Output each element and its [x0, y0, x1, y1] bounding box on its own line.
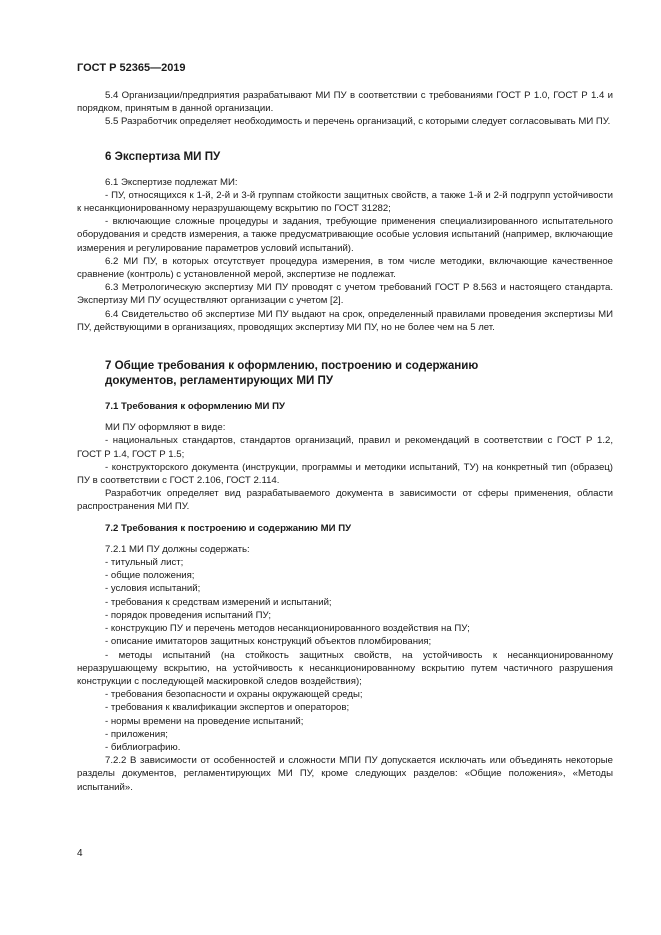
paragraph-6-1-item-b: - включающие сложные процедуры и задания, требующие применения специализированного испытательного оборудования и средств измерения, а также предусматривающие особые условия испытаний (например, включающие измерения и регулирование параметров условий испытаний).: [77, 216, 613, 254]
list-item: - титульный лист;: [105, 557, 184, 569]
section-6-heading: 6 Экспертиза МИ ПУ: [105, 149, 221, 163]
paragraph-7-1-intro: МИ ПУ оформляют в виде:: [105, 422, 226, 434]
paragraph-7-2-2: 7.2.2 В зависимости от особенностей и сложности МПИ ПУ допускается исключать или объединять некоторые разделы документов, регламентирующих МИ ПУ, кроме следующих разделов: «Общие положения», «Методы испытаний».: [77, 755, 613, 793]
paragraph-7-1-item-a: - национальных стандартов, стандартов организаций, правил и рекомендаций в соответствии с ГОСТ Р 1.2, ГОСТ Р 1.4, ГОСТ Р 1.5;: [77, 435, 613, 460]
section-7-heading: [77, 358, 613, 388]
list-item: - требования к квалификации экспертов и операторов;: [105, 702, 350, 714]
contents-list: [77, 556, 613, 754]
list-item: - порядок проведения испытаний ПУ;: [105, 609, 272, 621]
section-7-heading-line-1: 7 Общие требования к оформлению, построению и содержанию: [105, 359, 479, 373]
page-number: 4: [77, 848, 83, 859]
paragraph-6-1: 6.1 Экспертизе подлежат МИ:: [105, 176, 238, 188]
document-code: ГОСТ Р 52365—2019: [77, 62, 186, 74]
list-item: - условия испытаний;: [105, 583, 201, 595]
subsection-7-1-heading: 7.1 Требования к оформлению МИ ПУ: [105, 401, 285, 413]
document-body: [77, 89, 613, 794]
paragraph-7-1-item-b: - конструкторского документа (инструкции, программы и методики испытаний, ТУ) на конкретный тип (образец) ПУ в соответствии с ГОСТ 2.106, ГОСТ 2.114.: [77, 461, 613, 487]
list-item: - нормы времени на проведение испытаний;: [105, 715, 304, 727]
subsection-7-2-heading: 7.2 Требования к построению и содержанию МИ ПУ: [105, 522, 352, 534]
paragraph-7-2-1: 7.2.1 МИ ПУ должны содержать:: [105, 543, 250, 555]
paragraph-6-4: 6.4 Свидетельство об экспертизе МИ ПУ выдают на срок, определенный правилами проведения экспертизы МИ ПУ, действующими в организациях, проводящих экспертизу МИ ПУ, но не более чем на 5 лет.: [77, 308, 613, 333]
paragraph-6-1-item-a: - ПУ, относящихся к 1-й, 2-й и 3-й группам стойкости защитных свойств, а также 1-й и 2-й подгрупп устойчивости к несанкционированному неразрушающему вскрытию по ГОСТ 31282;: [77, 189, 613, 215]
list-item: - библиографию.: [105, 741, 181, 753]
paragraph-6-2: 6.2 МИ ПУ, в которых отсутствует процедура измерения, в том числе методики, включающие качественное сравнение (контроль) с установленной мерой, экспертизе не подлежат.: [77, 255, 613, 281]
list-item: - методы испытаний (на стойкость защитных свойств, на устойчивость к несанкционированному неразрушающему вскрытию, на устойчивость к несанкционированному вскрытию путем частичного разрушения конструкции с последующей маскировкой следов воздействия);: [77, 649, 613, 687]
list-item: - требования к средствам измерений и испытаний;: [105, 596, 332, 608]
list-item: - описание имитаторов защитных конструкций объектов пломбирования;: [105, 636, 432, 648]
paragraph-7-1-developer: Разработчик определяет вид разрабатываемого документа в зависимости от сферы применения, области распространения МИ ПУ.: [77, 488, 613, 513]
paragraph-6-3: 6.3 Метрологическую экспертизу МИ ПУ проводят с учетом требований ГОСТ Р 8.563 и настоящего стандарта. Экспертизу МИ ПУ осуществляют организации с учетом [2].: [77, 282, 613, 307]
list-item: - общие положения;: [105, 570, 195, 582]
list-item: - требования безопасности и охраны окружающей среды;: [105, 689, 363, 701]
paragraph-5-4: 5.4 Организации/предприятия разрабатывают МИ ПУ в соответствии с требованиями ГОСТ Р 1.0, ГОСТ Р 1.4 и порядком, принятым в данной организации.: [77, 90, 613, 115]
list-item: - приложения;: [105, 728, 168, 740]
section-7-heading-line-2: документов, регламентирующих МИ ПУ: [105, 374, 334, 388]
list-item: - конструкцию ПУ и перечень методов несанкционированного воздействия на ПУ;: [105, 623, 470, 635]
paragraph-5-5: 5.5 Разработчик определяет необходимость и перечень организаций, с которыми следует согласовывать МИ ПУ.: [105, 116, 611, 128]
